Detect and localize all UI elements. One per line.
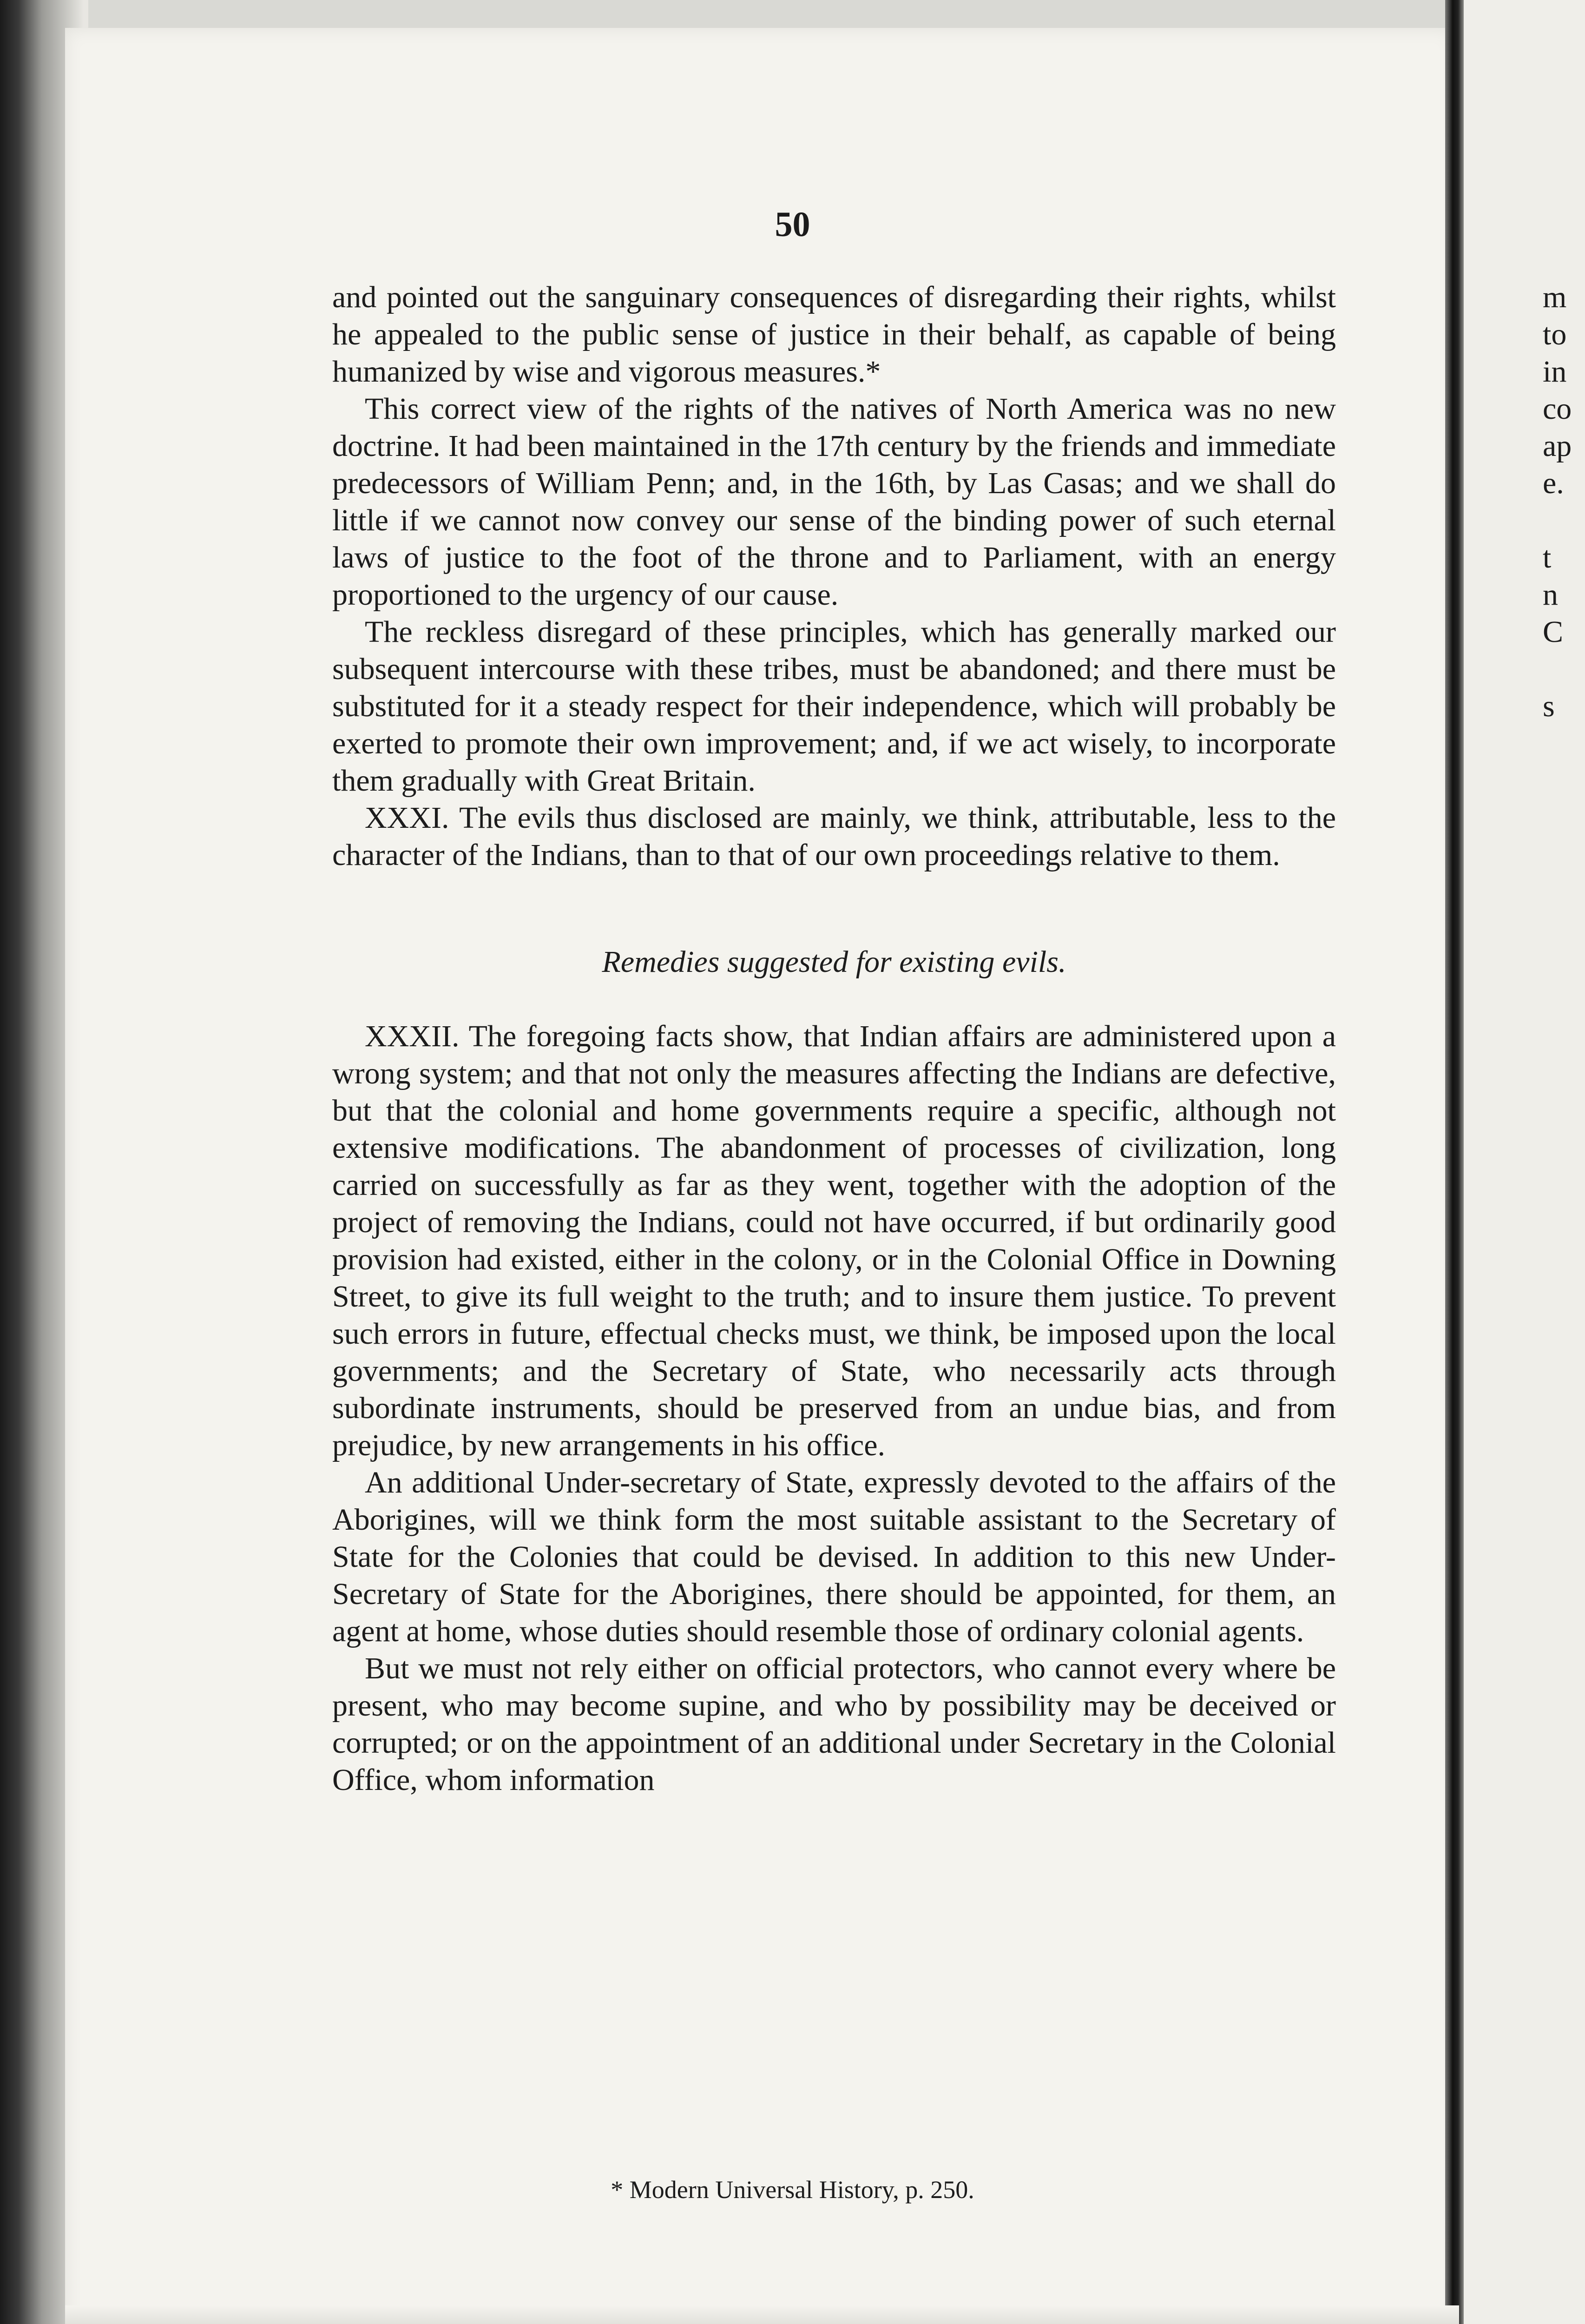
- facing-fragment: C: [1543, 615, 1564, 649]
- facing-fragment: co: [1543, 392, 1572, 426]
- paragraph-7: But we must not rely either on official protectors, who cannot every where be present, who may become supine, and who by possibility may be deceived or corrupted; or on the appointment of an additional under Secretary in the Colonial Office, whom information: [332, 1651, 1336, 1797]
- book-gutter: [1445, 0, 1464, 2324]
- book-bottom-edge: [65, 2305, 1459, 2324]
- paragraph-3: The reckless disregard of these principles, which has generally marked our subsequent intercourse with these tribes, must be abandoned; and there must be substituted for it a steady respect for their independence, which will probably be exerted to promote their own improvement; and, if we act wisely, to incorporate them gradually with Great Britain.: [332, 615, 1336, 798]
- paragraph-5: XXXII. The foregoing facts show, that Indian affairs are administered upon a wrong system; and that not only the measures affecting the Indians are defective, but that the colonial and home governments require a specific, although not extensive modifications. The abandonment of processes of civilization, long carried on successfully as far as they went, together with the adoption of the project of removing the Indians, could not have occurred, if but ordinarily good provision had existed, either in the colony, or in the Colonial Office in Downing Street, to give its full weight to the truth; and to insure them justice. To prevent such errors in future, effectual checks must, we think, be imposed upon the local governments; and the Secretary of State, who necessarily acts through subordinate instruments, should be preserved from an undue bias, and from prejudice, by new arrangements in his office.: [332, 1019, 1336, 1462]
- section-heading: Remedies suggested for existing evils.: [602, 945, 1066, 979]
- footnote: * Modern Universal History, p. 250.: [611, 2176, 974, 2204]
- facing-fragment: e.: [1543, 466, 1564, 500]
- facing-fragment: m: [1543, 280, 1567, 314]
- paragraph-2: This correct view of the rights of the natives of North America was no new doctrine. It had been maintained in the 17th century by the friends and immediate predecessors of William Penn; and, in the 16th, by Las Casas; and we shall do little if we cannot now convey our sense of the binding power of such eternal laws of justice to the foot of the throne and to Parliament, with an energy proportioned to the urgency of our cause.: [332, 392, 1336, 612]
- facing-fragment: to: [1543, 317, 1567, 351]
- page-number: 50: [775, 205, 810, 244]
- facing-fragment: s: [1543, 689, 1555, 723]
- facing-page-text: [1543, 279, 1585, 725]
- paragraph-6: An additional Under-secretary of State, expressly devoted to the affairs of the Aborigines, will we think form the most suitable assistant to the Secretary of State for the Colonies that could be devised. In addition to this new Under-Secretary of State for the Aborigines, there should be appointed, for them, an agent at home, whose duties should resemble those of ordinary colonial agents.: [332, 1466, 1336, 1648]
- facing-fragment: in: [1543, 355, 1567, 389]
- paragraph-1: and pointed out the sanguinary consequences of disregarding their rights, whilst he appealed to the public sense of justice in their behalf, as capable of being humanized by wise and vigorous measures.*: [332, 280, 1336, 389]
- facing-fragment: [1543, 651, 1585, 688]
- facing-fragment: ap: [1543, 429, 1572, 463]
- facing-fragment: n: [1543, 578, 1558, 612]
- facing-fragment: [1543, 502, 1585, 539]
- paragraph-4: XXXI. The evils thus disclosed are mainly, we think, attributable, less to the character of the Indians, than to that of our own proceedings relative to them.: [332, 801, 1336, 872]
- body-text: [332, 279, 1336, 1799]
- facing-fragment: t: [1543, 541, 1552, 574]
